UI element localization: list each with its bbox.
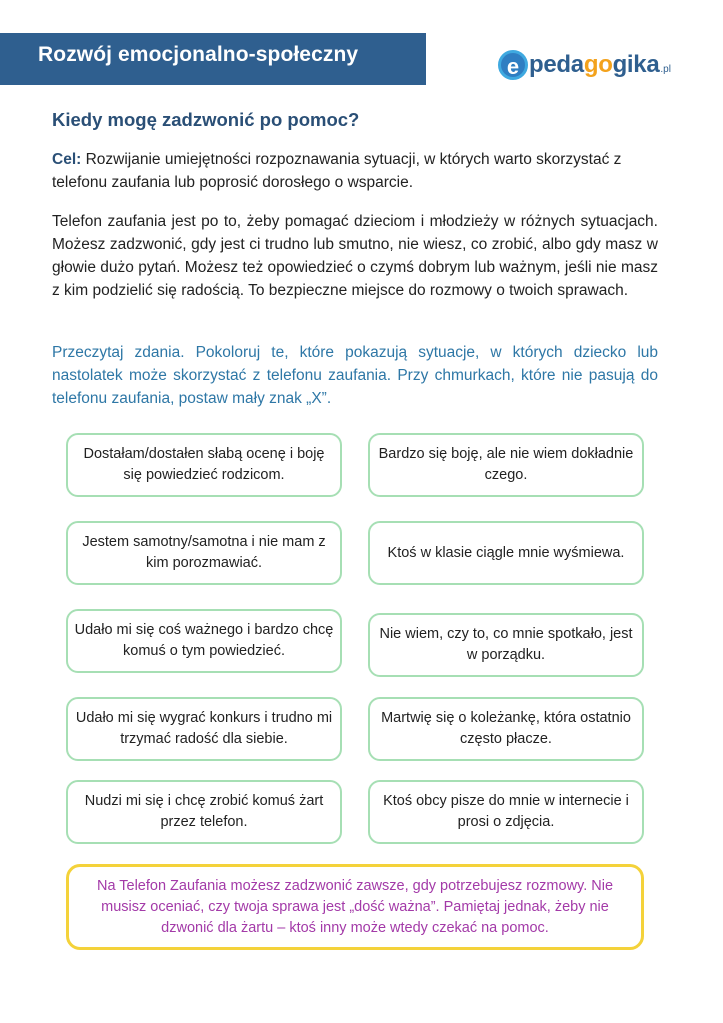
situation-card-1[interactable]: Dostałam/dostałen słabą ocenę i boję się powiedzieć rodzicom. <box>66 433 342 497</box>
logo-tld: .pl <box>660 63 671 75</box>
section-title: Kiedy mogę zadzwonić po pomoc? <box>52 109 360 130</box>
logo-e-icon: e <box>498 50 528 80</box>
goal-text: Rozwijanie umiejętności rozpoznawania sytuacji, w których warto skorzystać z telefonu zaufania lub poprosić dorosłego o wsparcie. <box>52 151 622 191</box>
situation-card-5[interactable]: Udało mi się coś ważnego i bardzo chcę komuś o tym powiedzieć. <box>66 609 342 673</box>
situation-card-6[interactable]: Nie wiem, czy to, co mnie spotkało, jest w porządku. <box>368 613 644 677</box>
situation-card-4[interactable]: Ktoś w klasie ciągle mnie wyśmiewa. <box>368 521 644 585</box>
goal-label: Cel: <box>52 151 82 168</box>
situation-card-9[interactable]: Nudzi mi się i chcę zrobić komuś żart przez telefon. <box>66 780 342 844</box>
situation-card-3[interactable]: Jestem samotny/samotna i nie mam z kim porozmawiać. <box>66 521 342 585</box>
situation-card-8[interactable]: Martwię się o koleżankę, która ostatnio często płacze. <box>368 697 644 761</box>
reminder-note: Na Telefon Zaufania możesz zadzwonić zawsze, gdy potrzebujesz rozmowy. Nie musisz oceniać, czy twoja sprawa jest „dość ważna”. Pamiętaj jednak, żeby nie dzwonić dla żartu – ktoś inny może wtedy czekać na pomoc. <box>66 864 644 950</box>
logo-wordmark: pedagogika <box>529 51 660 78</box>
situation-card-10[interactable]: Ktoś obcy pisze do mnie w internecie i prosi o zdjęcia. <box>368 780 644 844</box>
instruction-paragraph: Przeczytaj zdania. Pokoloruj te, które pokazują sytuacje, w których dziecko lub nastolatek może skorzystać z telefonu zaufania. Przy chmurkach, które nie pasują do telefonu zaufania, postaw mały znak „X”. <box>52 344 658 407</box>
goal-paragraph <box>52 148 672 194</box>
situation-card-2[interactable]: Bardzo się boję, ale nie wiem dokładnie czego. <box>368 433 644 497</box>
situation-card-7[interactable]: Udało mi się wygrać konkurs i trudno mi trzymać radość dla siebie. <box>66 697 342 761</box>
epedagogika-logo <box>498 50 671 80</box>
page-title: Rozwój emocjonalno-społeczny <box>38 43 359 66</box>
intro-paragraph: Telefon zaufania jest po to, żeby pomagać dzieciom i młodzieży w różnych sytuacjach. Możesz zadzwonić, gdy jest ci trudno lub smutno, nie wiesz, co zrobić, albo gdy masz w głowie dużo pytań. Możesz też opowiedzieć o czymś dobrym lub ważnym, jeśli nie masz z kim podzielić się radością. To bezpieczne miejsce do rozmowy o twoich sprawach. <box>52 213 658 299</box>
